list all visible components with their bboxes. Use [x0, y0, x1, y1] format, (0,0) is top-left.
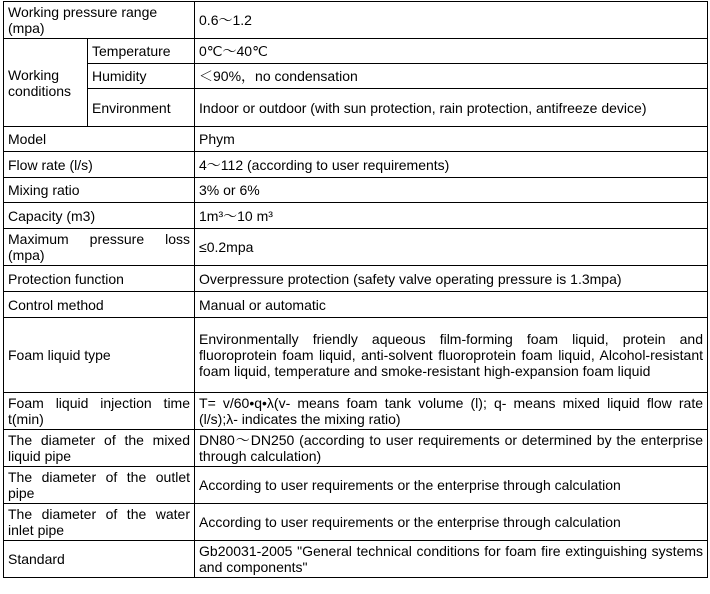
humidity-label: Humidity: [88, 64, 195, 89]
pressure-loss-value: ≤0.2mpa: [195, 229, 708, 266]
temperature-value: 0℃～40℃: [195, 39, 708, 64]
table-row: [4, 127, 708, 152]
table-row: [4, 541, 708, 578]
capacity-value: 1m³～10 m³: [195, 203, 708, 229]
table-row: [4, 2, 708, 39]
model-label: Model: [4, 127, 195, 152]
table-row: [4, 430, 708, 467]
table-row: [4, 467, 708, 504]
humidity-value: ＜90%，no condensation: [195, 64, 708, 89]
table-row: [4, 504, 708, 541]
mixed-pipe-value: DN80～DN250 (according to user requirements or determined by the enterprise through calculation): [195, 430, 708, 467]
table-row: [4, 178, 708, 203]
outlet-pipe-value: According to user requirements or the enterprise through calculation: [195, 467, 708, 504]
flow-rate-value: 4～112 (according to user requirements): [195, 152, 708, 178]
working-conditions-label: Working conditions: [4, 39, 88, 127]
capacity-label: Capacity (m3): [4, 203, 195, 229]
injection-time-label: Foam liquid injection time t(min): [4, 393, 195, 430]
control-method-value: Manual or automatic: [195, 292, 708, 318]
protection-value: Overpressure protection (safety valve operating pressure is 1.3mpa): [195, 266, 708, 292]
protection-label: Protection function: [4, 266, 195, 292]
table-row: [4, 266, 708, 292]
table-row: [4, 89, 708, 127]
mixing-ratio-label: Mixing ratio: [4, 178, 195, 203]
mixed-pipe-label: The diameter of the mixed liquid pipe: [4, 430, 195, 467]
control-method-label: Control method: [4, 292, 195, 318]
foam-type-value: Environmentally friendly aqueous film-forming foam liquid, protein and fluoroprotein foam liquid, anti-solvent fluoroprotein foam liquid, Alcohol-resistant foam liquid, temperature and smoke-resistant high-expansion foam liquid: [195, 318, 708, 393]
injection-time-value: T= v/60•q•λ(v- means foam tank volume (l); q- means mixed liquid flow rate (l/s);λ- indicates the mixing ratio): [195, 393, 708, 430]
flow-rate-label: Flow rate (l/s): [4, 152, 195, 178]
standard-label: Standard: [4, 541, 195, 578]
temperature-label: Temperature: [88, 39, 195, 64]
mixing-ratio-value: 3% or 6%: [195, 178, 708, 203]
inlet-pipe-label: The diameter of the water inlet pipe: [4, 504, 195, 541]
table-row: [4, 152, 708, 178]
table-row: [4, 39, 708, 64]
outlet-pipe-label: The diameter of the outlet pipe: [4, 467, 195, 504]
table-row: [4, 64, 708, 89]
model-value: Phym: [195, 127, 708, 152]
table-row: [4, 393, 708, 430]
inlet-pipe-value: According to user requirements or the enterprise through calculation: [195, 504, 708, 541]
pressure-label: Working pressure range (mpa): [4, 2, 195, 39]
specification-table: [3, 1, 708, 578]
table-row: [4, 203, 708, 229]
environment-label: Environment: [88, 89, 195, 127]
environment-value: Indoor or outdoor (with sun protection, rain protection, antifreeze device): [195, 89, 708, 127]
foam-type-label: Foam liquid type: [4, 318, 195, 393]
pressure-value: 0.6～1.2: [195, 2, 708, 39]
table-row: [4, 318, 708, 393]
table-row: [4, 229, 708, 266]
table-row: [4, 292, 708, 318]
standard-value: Gb20031-2005 "General technical conditions for foam fire extinguishing systems and components": [195, 541, 708, 578]
pressure-loss-label: Maximum pressure loss (mpa): [4, 229, 195, 266]
